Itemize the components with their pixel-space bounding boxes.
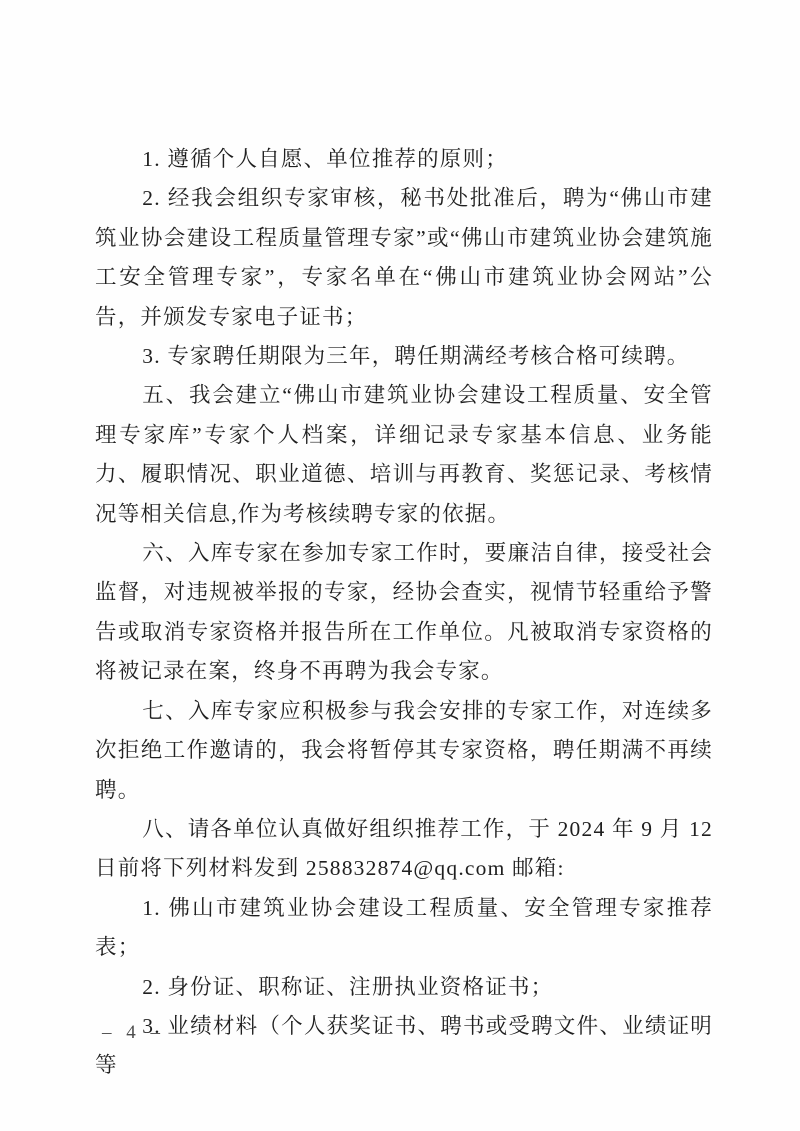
paragraph-rule-1: 1. 遵循个人自愿、单位推荐的原则； [142, 147, 508, 171]
paragraph-section-5: 五、我会建立“佛山市建筑业协会建设工程质量、安全管理专家库”专家个人档案，详细记录专家基本信息、业务能力、履职情况、职业道德、培训与再教育、奖惩记录、考核情况等相关信息,作为考核续聘专家的依据。 [95, 383, 713, 526]
paragraph-section-6: 六、入库专家在参加专家工作时，要廉洁自律，接受社会监督，对违规被举报的专家，经协会查实，视情节轻重给予警告或取消专家资格并报告所在工作单位。凡被取消专家资格的将被记录在案，终身不再聘为我会专家。 [95, 541, 713, 684]
page-number: – 4 – [102, 1022, 165, 1043]
paragraph-material-1: 1. 佛山市建筑业协会建设工程质量、安全管理专家推荐表； [95, 895, 713, 960]
paragraph-material-2: 2. 身份证、职称证、注册执业资格证书； [142, 974, 554, 999]
paragraph-section-7: 七、入库专家应积极参与我会安排的专家工作，对连续多次拒绝工作邀请的，我会将暂停其专家资格，聘任期满不再续聘。 [95, 698, 713, 802]
paragraph-material-3: 3. 业绩材料（个人获奖证书、聘书或受聘文件、业绩证明等 [95, 1013, 713, 1078]
paragraph-section-8: 八、请各单位认真做好组织推荐工作，于 2024 年 9 月 12 日前将下列材料发到 258832874@qq.com 邮箱: [95, 816, 713, 881]
document-body [95, 140, 713, 1086]
paragraph-rule-2: 2. 经我会组织专家审核，秘书处批准后，聘为“佛山市建筑业协会建设工程质量管理专家”或“佛山市建筑业协会建筑施工安全管理专家”，专家名单在“佛山市建筑业协会网站”公告，并颁发专家电子证书； [95, 186, 713, 329]
paragraph-rule-3: 3. 专家聘任期限为三年，聘任期满经考核合格可续聘。 [142, 344, 690, 369]
